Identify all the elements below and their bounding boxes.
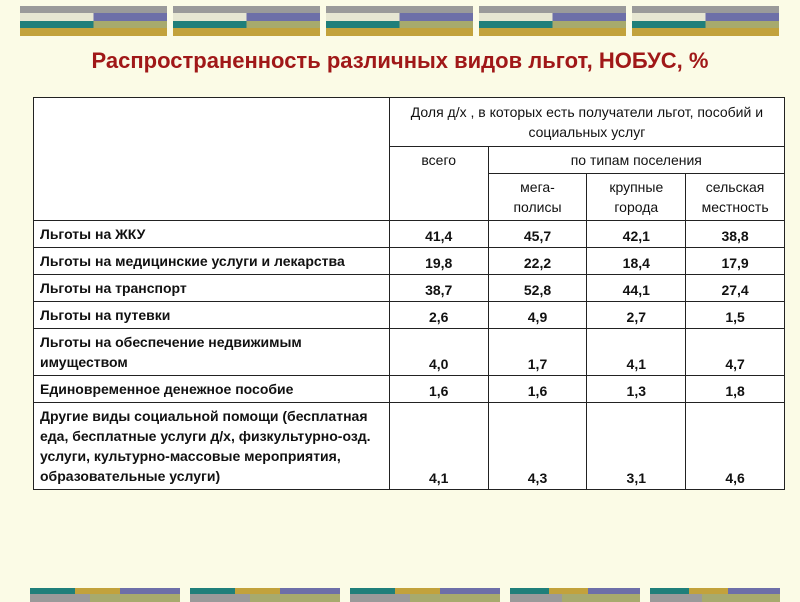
slide-title: Распространенность различных видов льгот, НОБУС, % xyxy=(91,48,709,73)
cell-large-cities: 1,3 xyxy=(587,376,686,403)
row-label: Льготы на путевки xyxy=(34,302,390,329)
header-rural: сельская местность xyxy=(686,174,785,221)
cell-total: 41,4 xyxy=(389,221,488,248)
cell-megapolis: 1,6 xyxy=(488,376,587,403)
cell-total: 38,7 xyxy=(389,275,488,302)
benefits-table xyxy=(33,97,785,490)
cell-rural: 27,4 xyxy=(686,275,785,302)
header-by-settlement-type: по типам поселения xyxy=(488,147,784,174)
table-row xyxy=(34,302,785,329)
table-row xyxy=(34,403,785,490)
cell-rural: 17,9 xyxy=(686,248,785,275)
cell-megapolis: 4,3 xyxy=(488,403,587,490)
table-row xyxy=(34,248,785,275)
top-decoration-block xyxy=(632,6,779,36)
table-row xyxy=(34,221,785,248)
empty-corner-cell xyxy=(34,98,390,221)
cell-large-cities: 4,1 xyxy=(587,329,686,376)
row-label: Льготы на медицинские услуги и лекарства xyxy=(34,248,390,275)
table-header-row xyxy=(34,98,785,147)
cell-rural: 1,5 xyxy=(686,302,785,329)
cell-large-cities: 42,1 xyxy=(587,221,686,248)
table-row xyxy=(34,376,785,403)
cell-total: 2,6 xyxy=(389,302,488,329)
table-row xyxy=(34,275,785,302)
cell-large-cities: 44,1 xyxy=(587,275,686,302)
cell-total: 19,8 xyxy=(389,248,488,275)
top-decoration-block xyxy=(173,6,320,36)
cell-rural: 4,6 xyxy=(686,403,785,490)
row-label: Льготы на ЖКУ xyxy=(34,221,390,248)
cell-large-cities: 3,1 xyxy=(587,403,686,490)
row-label: Льготы на транспорт xyxy=(34,275,390,302)
top-decoration-block xyxy=(20,6,167,36)
top-decoration-block xyxy=(479,6,626,36)
cell-total: 1,6 xyxy=(389,376,488,403)
row-label: Единовременное денежное пособие xyxy=(34,376,390,403)
row-label: Льготы на обеспечение недвижимым имуществом xyxy=(34,329,390,376)
header-megapolis: мега- полисы xyxy=(488,174,587,221)
table-row xyxy=(34,329,785,376)
header-large-cities: крупные города xyxy=(587,174,686,221)
cell-large-cities: 2,7 xyxy=(587,302,686,329)
cell-rural: 38,8 xyxy=(686,221,785,248)
cell-rural: 4,7 xyxy=(686,329,785,376)
cell-megapolis: 1,7 xyxy=(488,329,587,376)
cell-large-cities: 18,4 xyxy=(587,248,686,275)
header-total: всего xyxy=(389,147,488,221)
cell-total: 4,1 xyxy=(389,403,488,490)
cell-total: 4,0 xyxy=(389,329,488,376)
cell-megapolis: 52,8 xyxy=(488,275,587,302)
header-group: Доля д/х , в которых есть получатели льгот, пособий и социальных услуг xyxy=(389,98,784,147)
top-decoration-block xyxy=(326,6,473,36)
cell-megapolis: 45,7 xyxy=(488,221,587,248)
cell-megapolis: 4,9 xyxy=(488,302,587,329)
cell-rural: 1,8 xyxy=(686,376,785,403)
cell-megapolis: 22,2 xyxy=(488,248,587,275)
row-label: Другие виды социальной помощи (бесплатная еда, бесплатные услуги д/х, физкультурно-озд. услуги, культурно-массовые мероприятия, образовательные услуги) xyxy=(34,403,390,490)
